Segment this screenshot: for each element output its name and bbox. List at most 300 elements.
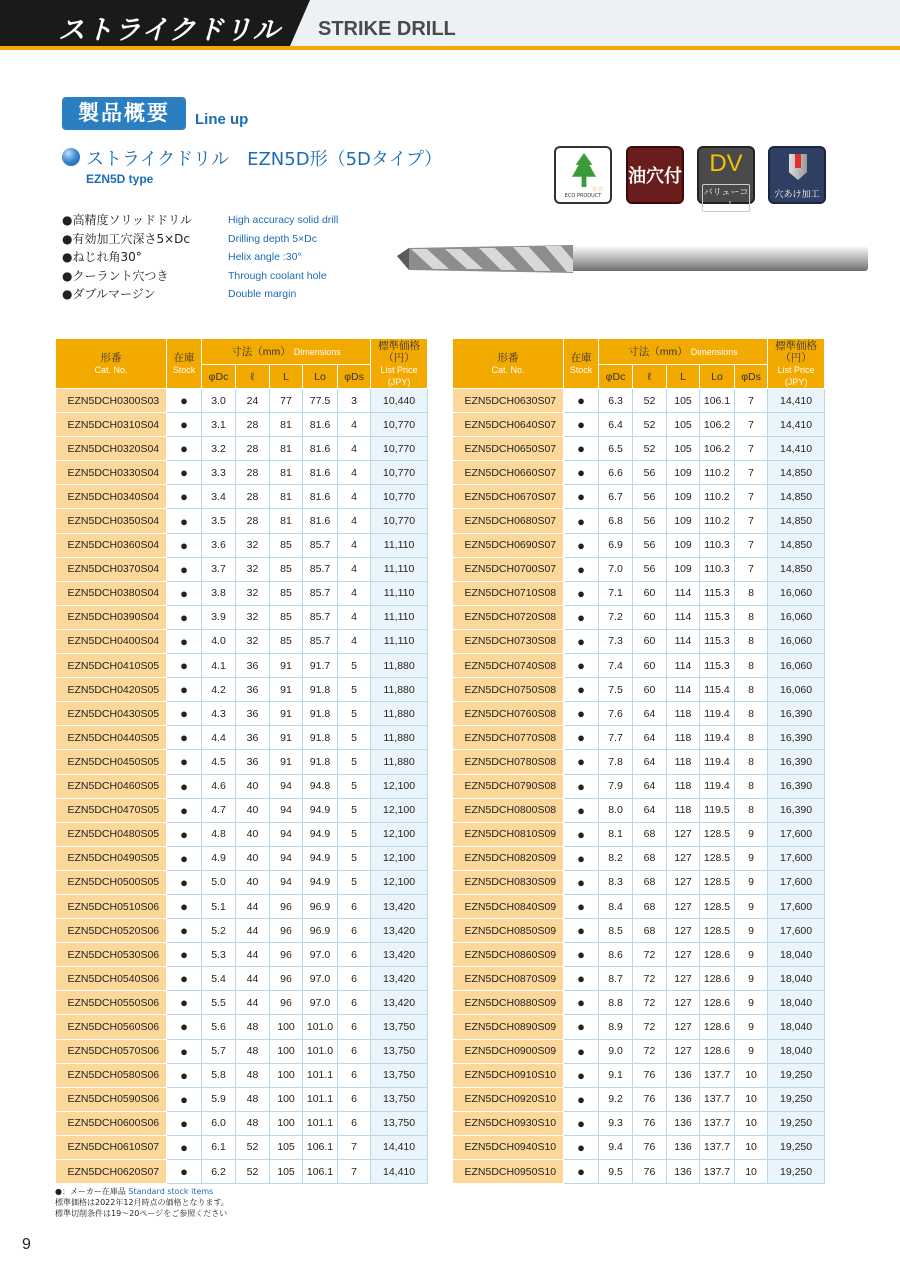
cell-l-small: 36 <box>236 726 270 750</box>
oil-hole-label: 油穴付 <box>628 166 682 187</box>
cell-ds: 4 <box>338 533 371 557</box>
cell-price: 16,060 <box>768 654 825 678</box>
cell-ds: 6 <box>338 1015 371 1039</box>
cell-ds: 4 <box>338 509 371 533</box>
dv-coat-icon <box>697 146 755 211</box>
cell-l-total: 127 <box>667 1039 700 1063</box>
cell-l-total: 136 <box>667 1063 700 1087</box>
cell-cat-no: EZN5DCH0900S09 <box>453 1039 564 1063</box>
cell-l-small: 76 <box>633 1111 667 1135</box>
cell-cat-no: EZN5DCH0710S08 <box>453 581 564 605</box>
cell-l-small: 48 <box>236 1111 270 1135</box>
cell-price: 12,100 <box>371 822 428 846</box>
cell-price: 11,110 <box>371 605 428 629</box>
cell-l-total: 94 <box>270 846 303 870</box>
cell-l-total: 105 <box>270 1135 303 1159</box>
cell-price: 19,250 <box>768 1111 825 1135</box>
cell-lo: 91.8 <box>303 678 338 702</box>
cell-stock: ● <box>167 461 202 485</box>
cell-ds: 10 <box>735 1111 768 1135</box>
cell-lo: 106.1 <box>303 1160 338 1184</box>
cell-cat-no: EZN5DCH0530S06 <box>56 943 167 967</box>
cell-cat-no: EZN5DCH0810S09 <box>453 822 564 846</box>
cell-lo: 101.1 <box>303 1111 338 1135</box>
table-row <box>453 461 825 485</box>
cell-price: 12,100 <box>371 774 428 798</box>
cell-l-total: 81 <box>270 437 303 461</box>
table-row <box>56 1039 428 1063</box>
cell-l-total: 94 <box>270 822 303 846</box>
table-row <box>453 1135 825 1159</box>
table-row <box>453 1160 825 1184</box>
cell-lo: 115.3 <box>700 654 735 678</box>
cell-price: 10,770 <box>371 485 428 509</box>
header-l-small: ℓ <box>236 365 270 389</box>
table-row <box>453 702 825 726</box>
cell-price: 10,770 <box>371 509 428 533</box>
cell-stock: ● <box>564 1039 599 1063</box>
cell-stock: ● <box>564 605 599 629</box>
header-dimensions: 寸法（mm） Dimensions <box>202 339 371 365</box>
table-row <box>56 991 428 1015</box>
cell-ds: 9 <box>735 822 768 846</box>
spec-table-left-body <box>56 389 428 1184</box>
cell-price: 14,410 <box>768 413 825 437</box>
table-row <box>453 894 825 918</box>
cell-l-total: 96 <box>270 894 303 918</box>
cell-dc: 6.6 <box>599 461 633 485</box>
cell-lo: 91.8 <box>303 750 338 774</box>
cell-l-small: 28 <box>236 485 270 509</box>
cell-dc: 9.2 <box>599 1087 633 1111</box>
cell-cat-no: EZN5DCH0310S04 <box>56 413 167 437</box>
cell-dc: 9.4 <box>599 1135 633 1159</box>
cell-dc: 5.4 <box>202 967 236 991</box>
cell-l-small: 56 <box>633 557 667 581</box>
cell-dc: 8.7 <box>599 967 633 991</box>
cell-stock: ● <box>564 437 599 461</box>
feature-en: Through coolant hole <box>228 269 327 282</box>
cell-stock: ● <box>564 702 599 726</box>
table-row <box>56 485 428 509</box>
cell-l-small: 52 <box>633 437 667 461</box>
table-row <box>56 1160 428 1184</box>
cell-cat-no: EZN5DCH0340S04 <box>56 485 167 509</box>
cell-l-small: 64 <box>633 774 667 798</box>
cell-dc: 3.4 <box>202 485 236 509</box>
cell-stock: ● <box>167 870 202 894</box>
header-dc: φDc <box>599 365 633 389</box>
cell-cat-no: EZN5DCH0930S10 <box>453 1111 564 1135</box>
cell-l-total: 81 <box>270 485 303 509</box>
table-row <box>453 389 825 413</box>
cell-l-small: 60 <box>633 654 667 678</box>
table-row <box>56 1015 428 1039</box>
cell-l-small: 32 <box>236 533 270 557</box>
cell-dc: 4.4 <box>202 726 236 750</box>
cell-lo: 128.6 <box>700 943 735 967</box>
cell-ds: 5 <box>338 678 371 702</box>
cell-ds: 7 <box>735 533 768 557</box>
cell-lo: 110.2 <box>700 461 735 485</box>
cell-cat-no: EZN5DCH0600S06 <box>56 1111 167 1135</box>
cell-stock: ● <box>564 533 599 557</box>
cell-cat-no: EZN5DCH0780S08 <box>453 750 564 774</box>
cell-price: 19,250 <box>768 1135 825 1159</box>
cell-dc: 8.8 <box>599 991 633 1015</box>
cell-l-small: 44 <box>236 919 270 943</box>
cell-price: 11,880 <box>371 750 428 774</box>
cell-cat-no: EZN5DCH0870S09 <box>453 967 564 991</box>
table-row <box>453 485 825 509</box>
cell-stock: ● <box>167 726 202 750</box>
cell-l-small: 44 <box>236 894 270 918</box>
cell-stock: ● <box>167 822 202 846</box>
cell-cat-no: EZN5DCH0440S05 <box>56 726 167 750</box>
table-row <box>56 437 428 461</box>
table-row <box>56 822 428 846</box>
cell-price: 19,250 <box>768 1160 825 1184</box>
cell-ds: 9 <box>735 894 768 918</box>
cell-dc: 3.6 <box>202 533 236 557</box>
table-row <box>56 967 428 991</box>
cell-lo: 94.9 <box>303 846 338 870</box>
cell-l-total: 81 <box>270 413 303 437</box>
cell-cat-no: EZN5DCH0630S07 <box>453 389 564 413</box>
cell-lo: 110.3 <box>700 557 735 581</box>
cell-lo: 137.7 <box>700 1087 735 1111</box>
cell-price: 17,600 <box>768 870 825 894</box>
spec-table-right-body <box>453 389 825 1184</box>
cell-dc: 8.4 <box>599 894 633 918</box>
cell-lo: 81.6 <box>303 413 338 437</box>
feature-en: High accuracy solid drill <box>228 214 339 226</box>
cell-lo: 85.7 <box>303 557 338 581</box>
cell-dc: 5.3 <box>202 943 236 967</box>
cell-l-total: 96 <box>270 967 303 991</box>
cell-lo: 119.4 <box>700 774 735 798</box>
cell-cat-no: EZN5DCH0910S10 <box>453 1063 564 1087</box>
cell-l-small: 60 <box>633 678 667 702</box>
cell-price: 18,040 <box>768 1015 825 1039</box>
cell-l-total: 96 <box>270 919 303 943</box>
cell-ds: 4 <box>338 581 371 605</box>
cell-ds: 4 <box>338 485 371 509</box>
cell-lo: 128.6 <box>700 1015 735 1039</box>
table-row <box>56 678 428 702</box>
cell-ds: 7 <box>735 437 768 461</box>
cell-stock: ● <box>167 678 202 702</box>
cell-dc: 5.6 <box>202 1015 236 1039</box>
cell-dc: 6.7 <box>599 485 633 509</box>
cell-lo: 115.3 <box>700 581 735 605</box>
cell-stock: ● <box>167 1135 202 1159</box>
cell-lo: 106.2 <box>700 437 735 461</box>
cell-dc: 7.0 <box>599 557 633 581</box>
table-row <box>56 1135 428 1159</box>
cell-dc: 5.8 <box>202 1063 236 1087</box>
cell-stock: ● <box>564 991 599 1015</box>
cell-price: 18,040 <box>768 991 825 1015</box>
cell-l-small: 40 <box>236 822 270 846</box>
cell-dc: 3.5 <box>202 509 236 533</box>
cell-lo: 94.9 <box>303 822 338 846</box>
cell-dc: 8.9 <box>599 1015 633 1039</box>
cell-cat-no: EZN5DCH0650S07 <box>453 437 564 461</box>
cell-l-total: 114 <box>667 654 700 678</box>
cell-lo: 97.0 <box>303 991 338 1015</box>
eco-label: ECO PRODUCT <box>564 193 602 199</box>
cell-l-small: 32 <box>236 557 270 581</box>
table-row <box>453 726 825 750</box>
cell-price: 13,750 <box>371 1039 428 1063</box>
cell-cat-no: EZN5DCH0790S08 <box>453 774 564 798</box>
bullet-ball-icon <box>62 148 80 166</box>
cell-price: 13,750 <box>371 1063 428 1087</box>
cell-stock: ● <box>564 629 599 653</box>
cell-dc: 6.0 <box>202 1111 236 1135</box>
cell-l-small: 48 <box>236 1063 270 1087</box>
cell-dc: 6.2 <box>202 1160 236 1184</box>
table-row <box>453 846 825 870</box>
cell-cat-no: EZN5DCH0850S09 <box>453 919 564 943</box>
cell-cat-no: EZN5DCH0500S05 <box>56 870 167 894</box>
cell-lo: 119.5 <box>700 798 735 822</box>
cell-dc: 4.3 <box>202 702 236 726</box>
cell-price: 18,040 <box>768 1039 825 1063</box>
cell-cat-no: EZN5DCH0390S04 <box>56 605 167 629</box>
cell-cat-no: EZN5DCH0360S04 <box>56 533 167 557</box>
cell-stock: ● <box>564 461 599 485</box>
page-header <box>0 0 900 46</box>
cell-price: 14,850 <box>768 557 825 581</box>
cell-stock: ● <box>167 1039 202 1063</box>
cell-lo: 128.5 <box>700 822 735 846</box>
cell-lo: 128.6 <box>700 967 735 991</box>
cell-stock: ● <box>167 919 202 943</box>
cell-stock: ● <box>167 798 202 822</box>
cell-stock: ● <box>564 774 599 798</box>
feature-jp: ●クーラント穴つき <box>62 268 169 283</box>
cell-price: 10,770 <box>371 437 428 461</box>
cell-price: 13,750 <box>371 1015 428 1039</box>
cell-l-total: 127 <box>667 1015 700 1039</box>
cell-l-total: 118 <box>667 798 700 822</box>
cell-price: 11,880 <box>371 702 428 726</box>
cell-price: 18,040 <box>768 943 825 967</box>
cell-cat-no: EZN5DCH0830S09 <box>453 870 564 894</box>
cell-stock: ● <box>167 581 202 605</box>
cell-ds: 5 <box>338 702 371 726</box>
cell-l-small: 68 <box>633 894 667 918</box>
cell-stock: ● <box>167 389 202 413</box>
cell-cat-no: EZN5DCH0460S05 <box>56 774 167 798</box>
cell-l-total: 85 <box>270 629 303 653</box>
cell-l-total: 85 <box>270 557 303 581</box>
cell-dc: 8.6 <box>599 943 633 967</box>
cell-ds: 4 <box>338 461 371 485</box>
table-row <box>453 533 825 557</box>
cell-price: 11,880 <box>371 654 428 678</box>
table-row <box>56 702 428 726</box>
cell-lo: 137.7 <box>700 1111 735 1135</box>
cell-l-total: 118 <box>667 774 700 798</box>
cell-dc: 4.6 <box>202 774 236 798</box>
cell-l-small: 60 <box>633 581 667 605</box>
cell-lo: 97.0 <box>303 967 338 991</box>
cell-price: 14,410 <box>371 1160 428 1184</box>
cell-lo: 81.6 <box>303 461 338 485</box>
table-row <box>56 1111 428 1135</box>
cell-l-total: 77 <box>270 389 303 413</box>
table-row <box>453 629 825 653</box>
cell-dc: 9.0 <box>599 1039 633 1063</box>
cell-l-total: 81 <box>270 509 303 533</box>
cell-l-small: 72 <box>633 967 667 991</box>
drill-illustration <box>395 240 870 278</box>
feature-en: Double margin <box>228 288 297 300</box>
cell-stock: ● <box>167 943 202 967</box>
cell-l-total: 127 <box>667 991 700 1015</box>
cell-l-small: 72 <box>633 991 667 1015</box>
section-label-en: Line up <box>195 111 249 128</box>
cell-dc: 4.1 <box>202 654 236 678</box>
cell-l-total: 127 <box>667 822 700 846</box>
cell-cat-no: EZN5DCH0470S05 <box>56 798 167 822</box>
cell-dc: 5.7 <box>202 1039 236 1063</box>
cell-dc: 5.0 <box>202 870 236 894</box>
cell-lo: 110.2 <box>700 485 735 509</box>
cell-lo: 91.7 <box>303 654 338 678</box>
cell-ds: 5 <box>338 870 371 894</box>
table-row <box>56 509 428 533</box>
cell-price: 11,880 <box>371 726 428 750</box>
cell-cat-no: EZN5DCH0760S08 <box>453 702 564 726</box>
cell-cat-no: EZN5DCH0380S04 <box>56 581 167 605</box>
cell-cat-no: EZN5DCH0770S08 <box>453 726 564 750</box>
cell-stock: ● <box>167 1087 202 1111</box>
table-row <box>56 1087 428 1111</box>
cell-l-small: 36 <box>236 750 270 774</box>
cell-ds: 10 <box>735 1160 768 1184</box>
cell-ds: 5 <box>338 846 371 870</box>
cell-lo: 137.7 <box>700 1160 735 1184</box>
cell-l-total: 114 <box>667 678 700 702</box>
cell-price: 11,110 <box>371 581 428 605</box>
cell-stock: ● <box>167 1111 202 1135</box>
cell-cat-no: EZN5DCH0620S07 <box>56 1160 167 1184</box>
table-row <box>56 557 428 581</box>
product-title: ストライクドリル EZN5D形（5Dタイプ） <box>86 149 443 170</box>
cell-l-total: 100 <box>270 1111 303 1135</box>
cell-ds: 4 <box>338 605 371 629</box>
cell-ds: 4 <box>338 629 371 653</box>
cell-l-total: 127 <box>667 919 700 943</box>
table-row <box>453 943 825 967</box>
cell-lo: 81.6 <box>303 437 338 461</box>
header-l-total: L <box>270 365 303 389</box>
table-row <box>453 557 825 581</box>
cell-l-small: 24 <box>236 389 270 413</box>
cell-cat-no: EZN5DCH0720S08 <box>453 605 564 629</box>
cell-price: 19,250 <box>768 1063 825 1087</box>
cell-dc: 6.5 <box>599 437 633 461</box>
cell-cat-no: EZN5DCH0730S08 <box>453 629 564 653</box>
cell-l-total: 96 <box>270 943 303 967</box>
cell-lo: 85.7 <box>303 581 338 605</box>
cell-dc: 4.0 <box>202 629 236 653</box>
cell-price: 14,850 <box>768 533 825 557</box>
cell-ds: 8 <box>735 702 768 726</box>
cell-l-small: 56 <box>633 533 667 557</box>
cell-cat-no: EZN5DCH0880S09 <box>453 991 564 1015</box>
cell-price: 17,600 <box>768 919 825 943</box>
cell-cat-no: EZN5DCH0740S08 <box>453 654 564 678</box>
cell-price: 13,750 <box>371 1111 428 1135</box>
cell-ds: 5 <box>338 822 371 846</box>
header-title-jp: ストライクドリル <box>58 15 281 46</box>
cell-l-total: 118 <box>667 750 700 774</box>
table-row <box>56 894 428 918</box>
cell-dc: 3.7 <box>202 557 236 581</box>
cell-dc: 6.4 <box>599 413 633 437</box>
cell-l-small: 72 <box>633 943 667 967</box>
cell-stock: ● <box>167 605 202 629</box>
cell-stock: ● <box>167 509 202 533</box>
cell-ds: 6 <box>338 943 371 967</box>
cell-l-small: 76 <box>633 1160 667 1184</box>
cell-l-small: 68 <box>633 822 667 846</box>
cell-l-total: 118 <box>667 726 700 750</box>
cell-l-total: 100 <box>270 1015 303 1039</box>
cell-dc: 4.8 <box>202 822 236 846</box>
table-row <box>56 629 428 653</box>
cell-lo: 91.8 <box>303 702 338 726</box>
cell-ds: 7 <box>338 1160 371 1184</box>
cell-l-small: 36 <box>236 702 270 726</box>
cell-ds: 5 <box>338 654 371 678</box>
cell-cat-no: EZN5DCH0920S10 <box>453 1087 564 1111</box>
cell-price: 16,060 <box>768 581 825 605</box>
cell-lo: 137.7 <box>700 1063 735 1087</box>
cell-price: 16,060 <box>768 629 825 653</box>
cell-ds: 9 <box>735 991 768 1015</box>
eco-product-icon <box>554 146 612 204</box>
table-row <box>453 991 825 1015</box>
cell-cat-no: EZN5DCH0480S05 <box>56 822 167 846</box>
cell-price: 10,440 <box>371 389 428 413</box>
table-row <box>56 846 428 870</box>
header-cat-no: 形番 Cat. No. <box>453 339 564 389</box>
cell-lo: 110.2 <box>700 509 735 533</box>
cell-lo: 96.9 <box>303 894 338 918</box>
cell-dc: 7.9 <box>599 774 633 798</box>
cell-price: 16,390 <box>768 774 825 798</box>
cell-lo: 106.1 <box>700 389 735 413</box>
cell-l-total: 114 <box>667 629 700 653</box>
header-dc: φDc <box>202 365 236 389</box>
feature-list-jp <box>62 211 192 304</box>
cell-stock: ● <box>167 774 202 798</box>
cell-stock: ● <box>564 389 599 413</box>
table-row <box>56 943 428 967</box>
table-row <box>56 461 428 485</box>
cell-l-small: 52 <box>633 389 667 413</box>
cell-lo: 101.1 <box>303 1087 338 1111</box>
cell-stock: ● <box>167 991 202 1015</box>
cell-l-total: 85 <box>270 581 303 605</box>
cell-cat-no: EZN5DCH0680S07 <box>453 509 564 533</box>
